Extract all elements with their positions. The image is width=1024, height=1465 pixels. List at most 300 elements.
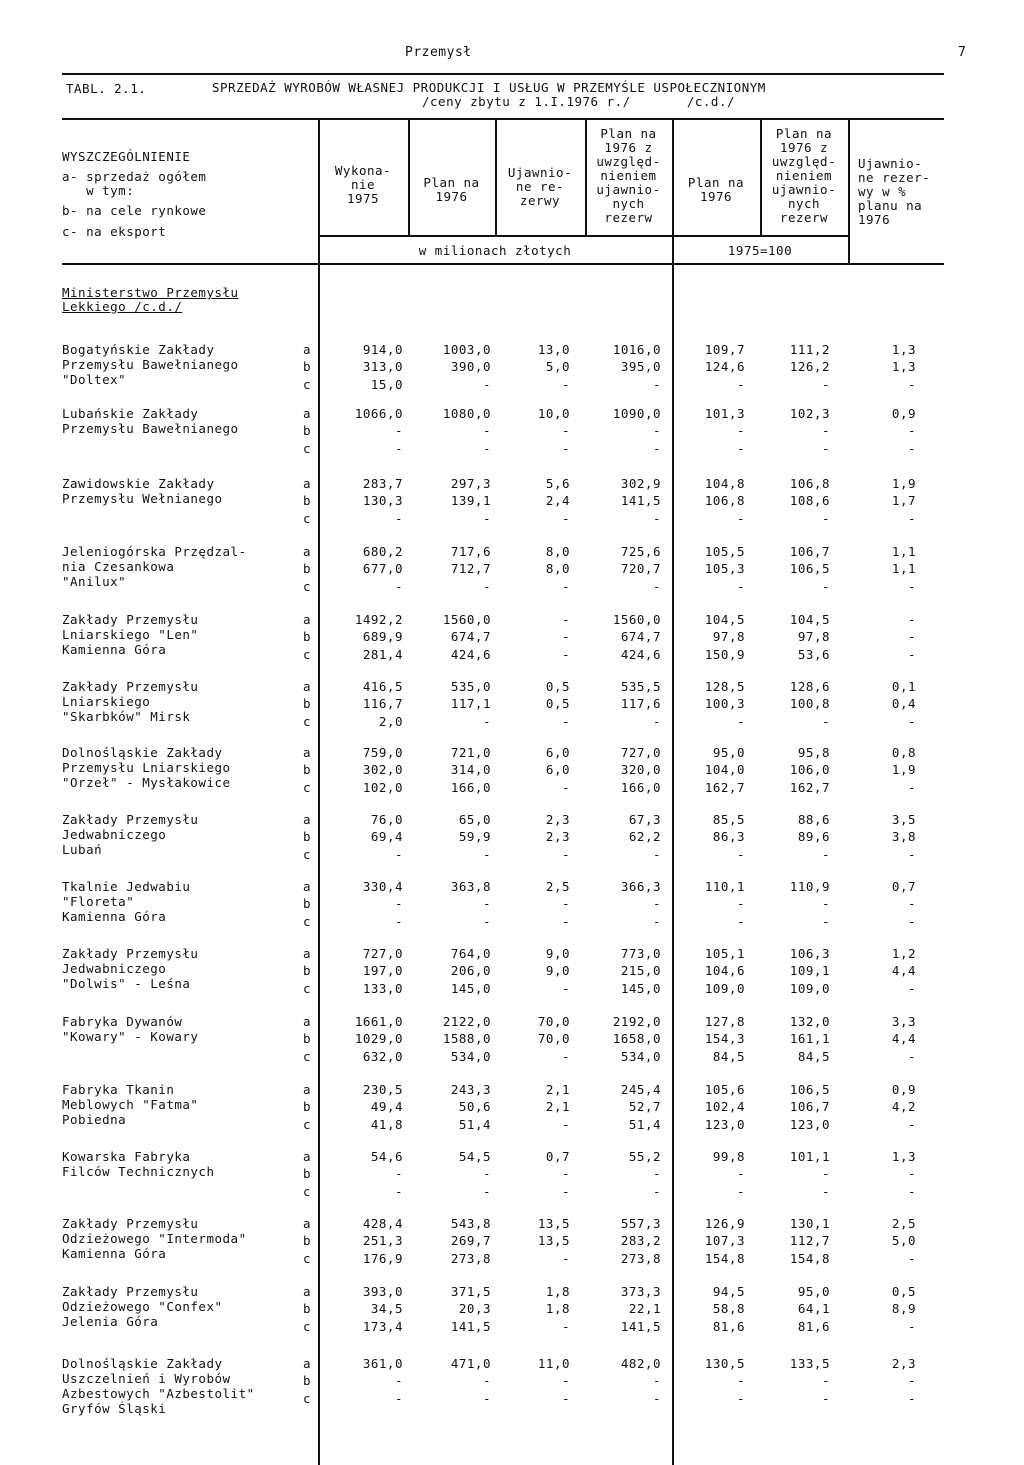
row-category-letter: a — [302, 1216, 312, 1231]
table-cell: 4,4 — [891, 963, 916, 979]
enterprise-name-line: Fabryka Dywanów — [62, 1014, 183, 1029]
table-row — [0, 629, 1024, 644]
table-cell: 416,5 — [362, 679, 403, 694]
table-cell: 49,4 — [370, 1099, 403, 1115]
table-cell: - — [561, 1048, 570, 1064]
enterprise-name-line: Filców Technicznych — [62, 1164, 215, 1179]
table-row — [0, 963, 1024, 978]
table-row — [0, 359, 1024, 374]
table-cell: 320,0 — [620, 762, 661, 778]
table-cell: 1003,0 — [442, 342, 491, 357]
table-cell: 106,3 — [789, 946, 830, 961]
table-cell: 110,1 — [704, 879, 745, 894]
table-cell: 133,5 — [789, 1356, 830, 1371]
enterprise-name-line: Lniarskiego "Len" — [62, 627, 199, 642]
table-cell: 727,0 — [362, 946, 403, 961]
table-cell: 13,5 — [537, 1216, 570, 1231]
table-cell: 1,1 — [891, 561, 916, 577]
table-cell: 4,4 — [891, 1031, 916, 1047]
table-cell: 109,1 — [789, 963, 830, 979]
table-cell: - — [907, 629, 916, 645]
table-cell: - — [561, 980, 570, 996]
table-cell: 4,2 — [891, 1099, 916, 1115]
table-cell: 124,6 — [704, 359, 745, 375]
table-cell: 9,0 — [545, 963, 570, 979]
table-cell: 104,6 — [704, 963, 745, 979]
table-cell: - — [652, 896, 661, 912]
table-cell: 2192,0 — [612, 1014, 661, 1029]
running-head: Przemysł — [405, 45, 472, 60]
table-cell: - — [394, 1373, 403, 1389]
table-cell: - — [652, 913, 661, 929]
table-row — [0, 1184, 1024, 1199]
table-cell: - — [907, 1183, 916, 1199]
table-cell: 62,2 — [628, 829, 661, 845]
page-number: 7 — [958, 45, 967, 60]
row-category-letter: b — [302, 561, 312, 577]
table-cell: 154,3 — [704, 1031, 745, 1047]
table-cell: - — [394, 1183, 403, 1199]
table-cell: - — [652, 846, 661, 862]
table-cell: 534,0 — [450, 1048, 491, 1064]
table-cell: - — [561, 713, 570, 729]
row-category-letter: a — [302, 812, 312, 827]
col-header-line: 1976 — [435, 189, 468, 204]
table-cell: 720,7 — [620, 561, 661, 577]
table-cell: - — [736, 1390, 745, 1406]
row-category-letter: a — [302, 1082, 312, 1097]
table-cell: 677,0 — [362, 561, 403, 577]
table-cell: - — [736, 578, 745, 594]
table-cell: 5,0 — [545, 359, 570, 375]
col-header-line: rezerw — [779, 210, 829, 225]
table-row — [0, 1319, 1024, 1334]
table-cell: 102,0 — [362, 779, 403, 795]
table-cell: 123,0 — [704, 1116, 745, 1132]
enterprise-name-line: Lubańskie Zakłady — [62, 406, 199, 421]
table-cell: 297,3 — [450, 476, 491, 491]
table-cell: 5,0 — [891, 1233, 916, 1249]
table-cell: 0,7 — [545, 1149, 570, 1164]
table-cell: 245,4 — [620, 1082, 661, 1097]
table-cell: 674,7 — [450, 629, 491, 645]
table-cell: 1,7 — [891, 493, 916, 509]
table-cell: 106,5 — [789, 561, 830, 577]
table-cell: 1661,0 — [354, 1014, 403, 1029]
table-cell: - — [907, 612, 916, 627]
table-row — [0, 1216, 1024, 1231]
table-row — [0, 812, 1024, 827]
table-cell: 632,0 — [362, 1048, 403, 1064]
table-row — [0, 1373, 1024, 1388]
table-title-line1: SPRZEDAŻ WYROBÓW WŁASNEJ PRODUKCJI I USŁUG W PRZEMYŚLE USPOŁECZNIONYM — [212, 80, 766, 95]
col-header-execution-1975 — [318, 164, 408, 206]
table-cell: 89,6 — [797, 829, 830, 845]
table-cell: 64,1 — [797, 1301, 830, 1317]
table-cell: 393,0 — [362, 1284, 403, 1299]
table-cell: 471,0 — [450, 1356, 491, 1371]
table-cell: 128,5 — [704, 679, 745, 694]
section-title-line2: Lekkiego /c.d./ — [62, 299, 183, 314]
table-cell: 130,1 — [789, 1216, 830, 1231]
table-cell: 13,0 — [537, 342, 570, 357]
table-cell: 8,0 — [545, 561, 570, 577]
col-header-line: planu na — [858, 198, 923, 213]
col-header-line: Ujawnio- — [507, 165, 573, 180]
row-category-letter: a — [302, 406, 312, 421]
row-category-letter: b — [302, 896, 312, 912]
table-cell: 95,8 — [797, 745, 830, 760]
row-category-letter: a — [302, 879, 312, 894]
table-row — [0, 1082, 1024, 1097]
table-cell: 13,5 — [537, 1233, 570, 1249]
table-cell: 914,0 — [362, 342, 403, 357]
table-cell: - — [907, 1373, 916, 1389]
table-cell: 482,0 — [620, 1356, 661, 1371]
table-cell: 105,3 — [704, 561, 745, 577]
table-cell: 1016,0 — [612, 342, 661, 357]
col-header-reserves-percent — [850, 157, 952, 227]
table-cell: 206,0 — [450, 963, 491, 979]
table-cell: 2,3 — [545, 829, 570, 845]
table-cell: 1658,0 — [612, 1031, 661, 1047]
table-cell: - — [821, 578, 830, 594]
row-category-letter: a — [302, 1356, 312, 1371]
row-category-letter: b — [302, 493, 312, 509]
table-cell: - — [394, 896, 403, 912]
table-cell: 674,7 — [620, 629, 661, 645]
table-cell: - — [821, 423, 830, 439]
row-category-letter: a — [302, 1014, 312, 1029]
table-cell: 141,5 — [620, 493, 661, 509]
table-cell: 54,6 — [370, 1149, 403, 1164]
col-header-line: 1976 z — [779, 140, 829, 155]
table-cell: 428,4 — [362, 1216, 403, 1231]
table-cell: 1066,0 — [354, 406, 403, 421]
table-cell: 117,6 — [620, 696, 661, 712]
table-cell: 112,7 — [789, 1233, 830, 1249]
table-title-line2: /ceny zbytu z 1.I.1976 r./ /c.d./ — [422, 94, 735, 109]
table-cell: 363,8 — [450, 879, 491, 894]
table-cell: - — [736, 1166, 745, 1182]
table-cell: 3,3 — [891, 1014, 916, 1029]
table-cell: 130,5 — [704, 1356, 745, 1371]
table-cell: 128,6 — [789, 679, 830, 694]
row-category-letter: a — [302, 1149, 312, 1164]
table-cell: 251,3 — [362, 1233, 403, 1249]
enterprise-name-line: nia Czesankowa — [62, 559, 175, 574]
table-cell: - — [561, 913, 570, 929]
header-bottom-rule — [62, 263, 944, 265]
row-category-letter: c — [302, 980, 312, 996]
table-cell: 58,8 — [712, 1301, 745, 1317]
table-cell: - — [652, 376, 661, 392]
table-cell: 1,3 — [891, 359, 916, 375]
table-cell: 65,0 — [458, 812, 491, 827]
enterprise-name-line: Kamienna Góra — [62, 1246, 167, 1261]
row-category-letter: c — [302, 779, 312, 795]
table-cell: 76,0 — [370, 812, 403, 827]
table-cell: - — [736, 846, 745, 862]
table-cell: 0,5 — [545, 679, 570, 694]
table-cell: 361,0 — [362, 1356, 403, 1371]
table-cell: 173,4 — [362, 1318, 403, 1334]
col-header-plan-1976-index — [672, 176, 760, 204]
row-category-letter: b — [302, 829, 312, 845]
table-cell: 8,9 — [891, 1301, 916, 1317]
enterprise-name-line: Fabryka Tkanin — [62, 1082, 175, 1097]
table-row — [0, 544, 1024, 559]
enterprise-name-line: Przemysłu Wełnianego — [62, 491, 223, 506]
table-row — [0, 612, 1024, 627]
col-header-line: ne rezer- — [858, 170, 931, 185]
enterprise-name-line: Zakłady Przemysłu — [62, 1284, 199, 1299]
table-cell: - — [394, 846, 403, 862]
enterprise-name-line: "Floreta" — [62, 894, 135, 909]
table-cell: - — [482, 578, 491, 594]
table-cell: - — [821, 896, 830, 912]
table-cell: 95,0 — [712, 745, 745, 760]
table-cell: 373,3 — [620, 1284, 661, 1299]
table-cell: - — [736, 1373, 745, 1389]
enterprise-name-line: Jeleniogórska Przędzal- — [62, 544, 247, 559]
table-cell: 314,0 — [450, 762, 491, 778]
table-cell: - — [821, 440, 830, 456]
table-cell: - — [561, 510, 570, 526]
table-cell: - — [652, 1166, 661, 1182]
table-cell: 141,5 — [620, 1318, 661, 1334]
table-cell: 176,9 — [362, 1250, 403, 1266]
table-cell: 123,0 — [789, 1116, 830, 1132]
row-category-letter: c — [302, 376, 312, 392]
table-cell: 109,0 — [704, 980, 745, 996]
table-cell: 1080,0 — [442, 406, 491, 421]
table-row — [0, 1014, 1024, 1029]
table-cell: - — [736, 510, 745, 526]
col-header-line: uwzględ- — [596, 154, 661, 169]
row-category-letter: b — [302, 359, 312, 375]
row-category-letter: c — [302, 913, 312, 929]
table-row — [0, 561, 1024, 576]
col-header-line: 1976 — [699, 189, 733, 204]
table-cell: 243,3 — [450, 1082, 491, 1097]
table-cell: 51,4 — [458, 1116, 491, 1132]
enterprise-name-line: Pobiedna — [62, 1112, 127, 1127]
row-category-letter: c — [302, 1318, 312, 1334]
table-row — [0, 647, 1024, 662]
table-cell: - — [907, 510, 916, 526]
enterprise-name-line: Jelenia Góra — [62, 1314, 159, 1329]
table-cell: 102,3 — [789, 406, 830, 421]
col-header-line: Ujawnio- — [858, 156, 923, 171]
table-cell: 106,0 — [789, 762, 830, 778]
table-label: TABL. 2.1. — [66, 81, 147, 96]
row-category-letter: c — [302, 1048, 312, 1064]
table-cell: - — [394, 1390, 403, 1406]
table-cell: 1,3 — [891, 342, 916, 357]
table-cell: 70,0 — [537, 1014, 570, 1029]
table-cell: 0,4 — [891, 696, 916, 712]
table-cell: 725,6 — [620, 544, 661, 559]
table-cell: - — [736, 440, 745, 456]
top-rule — [62, 73, 944, 75]
col-header-line: uwzględ- — [771, 154, 837, 169]
table-cell: - — [821, 713, 830, 729]
table-cell: 727,0 — [620, 745, 661, 760]
enterprise-name-line: Kowarska Fabryka — [62, 1149, 191, 1164]
table-cell: 84,5 — [797, 1048, 830, 1064]
table-row — [0, 762, 1024, 777]
table-cell: 273,8 — [620, 1250, 661, 1266]
enterprise-name-line: "Kowary" - Kowary — [62, 1029, 199, 1044]
table-cell: - — [907, 1318, 916, 1334]
table-cell: - — [394, 913, 403, 929]
section-title-line1: Ministerstwo Przemysłu — [62, 285, 239, 300]
table-cell: 133,0 — [362, 980, 403, 996]
row-category-letter: b — [302, 629, 312, 645]
table-cell: 534,0 — [620, 1048, 661, 1064]
table-cell: 366,3 — [620, 879, 661, 894]
table-row — [0, 1233, 1024, 1248]
table-cell: - — [394, 440, 403, 456]
table-cell: 22,1 — [628, 1301, 661, 1317]
table-cell: 100,3 — [704, 696, 745, 712]
table-cell: - — [482, 376, 491, 392]
table-cell: - — [561, 779, 570, 795]
table-cell: 81,6 — [797, 1318, 830, 1334]
table-cell: - — [736, 423, 745, 439]
table-cell: 111,2 — [789, 342, 830, 357]
table-row — [0, 1301, 1024, 1316]
table-cell: - — [821, 1373, 830, 1389]
col-header-revealed-reserves — [495, 166, 585, 208]
table-cell: - — [561, 1166, 570, 1182]
table-cell: 0,1 — [891, 679, 916, 694]
table-cell: - — [394, 510, 403, 526]
table-row — [0, 511, 1024, 526]
enterprise-name-line: Bogatyńskie Zakłady — [62, 342, 215, 357]
table-cell: - — [482, 713, 491, 729]
table-cell: - — [482, 440, 491, 456]
table-cell: 1029,0 — [354, 1031, 403, 1047]
row-category-letter: c — [302, 1250, 312, 1266]
table-cell: 104,8 — [704, 476, 745, 491]
table-cell: 1588,0 — [442, 1031, 491, 1047]
table-cell: 0,5 — [545, 696, 570, 712]
table-cell: - — [652, 440, 661, 456]
table-cell: 395,0 — [620, 359, 661, 375]
enterprise-name-line: "Skarbków" Mirsk — [62, 709, 191, 724]
table-row — [0, 1049, 1024, 1064]
table-cell: - — [736, 713, 745, 729]
table-cell: - — [561, 629, 570, 645]
table-cell: - — [652, 1183, 661, 1199]
table-cell: 84,5 — [712, 1048, 745, 1064]
table-cell: 104,5 — [789, 612, 830, 627]
enterprise-name-line: "Doltex" — [62, 372, 127, 387]
table-cell: 3,5 — [891, 812, 916, 827]
table-cell: 145,0 — [620, 980, 661, 996]
table-cell: 1,8 — [545, 1301, 570, 1317]
enterprise-name-line: Lniarskiego — [62, 694, 151, 709]
table-cell: 130,3 — [362, 493, 403, 509]
col-header-line: nieniem — [600, 168, 657, 183]
table-cell: 197,0 — [362, 963, 403, 979]
table-row — [0, 679, 1024, 694]
enterprise-name-line: Gryfów Śląski — [62, 1401, 167, 1416]
table-cell: - — [821, 510, 830, 526]
table-cell: 543,8 — [450, 1216, 491, 1231]
table-cell: - — [907, 440, 916, 456]
table-cell: 51,4 — [628, 1116, 661, 1132]
table-cell: - — [736, 376, 745, 392]
table-cell: - — [482, 896, 491, 912]
table-cell: - — [821, 846, 830, 862]
table-cell: 126,2 — [789, 359, 830, 375]
table-row — [0, 696, 1024, 711]
col-header-line: Wykona- — [334, 163, 392, 178]
table-cell: - — [561, 578, 570, 594]
table-row — [0, 745, 1024, 760]
table-cell: 88,6 — [797, 812, 830, 827]
table-cell: 53,6 — [797, 646, 830, 662]
row-category-letter: c — [302, 1116, 312, 1132]
table-cell: 50,6 — [458, 1099, 491, 1115]
enterprise-name-line: Zakłady Przemysłu — [62, 812, 199, 827]
enterprise-name-line: Meblowych "Fatma" — [62, 1097, 199, 1112]
table-cell: 424,6 — [620, 646, 661, 662]
table-cell: - — [561, 440, 570, 456]
table-cell: 150,9 — [704, 646, 745, 662]
table-cell: 390,0 — [450, 359, 491, 375]
row-category-letter: c — [302, 1183, 312, 1199]
table-cell: - — [907, 779, 916, 795]
table-cell: 95,0 — [797, 1284, 830, 1299]
table-cell: 5,6 — [545, 476, 570, 491]
table-cell: 1,8 — [545, 1284, 570, 1299]
table-cell: 166,0 — [620, 779, 661, 795]
row-category-letter: b — [302, 1099, 312, 1115]
enterprise-name-line: "Orzeł" - Mysłakowice — [62, 775, 231, 790]
table-cell: 773,0 — [620, 946, 661, 961]
table-row — [0, 1117, 1024, 1132]
row-category-letter: c — [302, 646, 312, 662]
table-row — [0, 914, 1024, 929]
table-row — [0, 829, 1024, 844]
table-cell: - — [821, 1183, 830, 1199]
table-cell: 2,0 — [378, 713, 403, 729]
stub-header-a: a- sprzedaż ogółem — [62, 169, 207, 185]
row-category-letter: c — [302, 713, 312, 729]
table-cell: - — [907, 713, 916, 729]
row-category-letter: b — [302, 1373, 312, 1389]
table-cell: - — [907, 896, 916, 912]
table-cell: - — [821, 376, 830, 392]
table-cell: 54,5 — [458, 1149, 491, 1164]
table-cell: 2,3 — [891, 1356, 916, 1371]
table-cell: 269,7 — [450, 1233, 491, 1249]
enterprise-name-line: "Anilux" — [62, 574, 127, 589]
table-cell: 230,5 — [362, 1082, 403, 1097]
col-header-line: wy w % — [858, 184, 907, 199]
table-cell: 535,5 — [620, 679, 661, 694]
table-row — [0, 1031, 1024, 1046]
table-cell: 41,8 — [370, 1116, 403, 1132]
table-cell: 424,6 — [450, 646, 491, 662]
table-cell: - — [482, 1183, 491, 1199]
col-header-line: 1976 — [858, 212, 891, 227]
table-cell: 680,2 — [362, 544, 403, 559]
